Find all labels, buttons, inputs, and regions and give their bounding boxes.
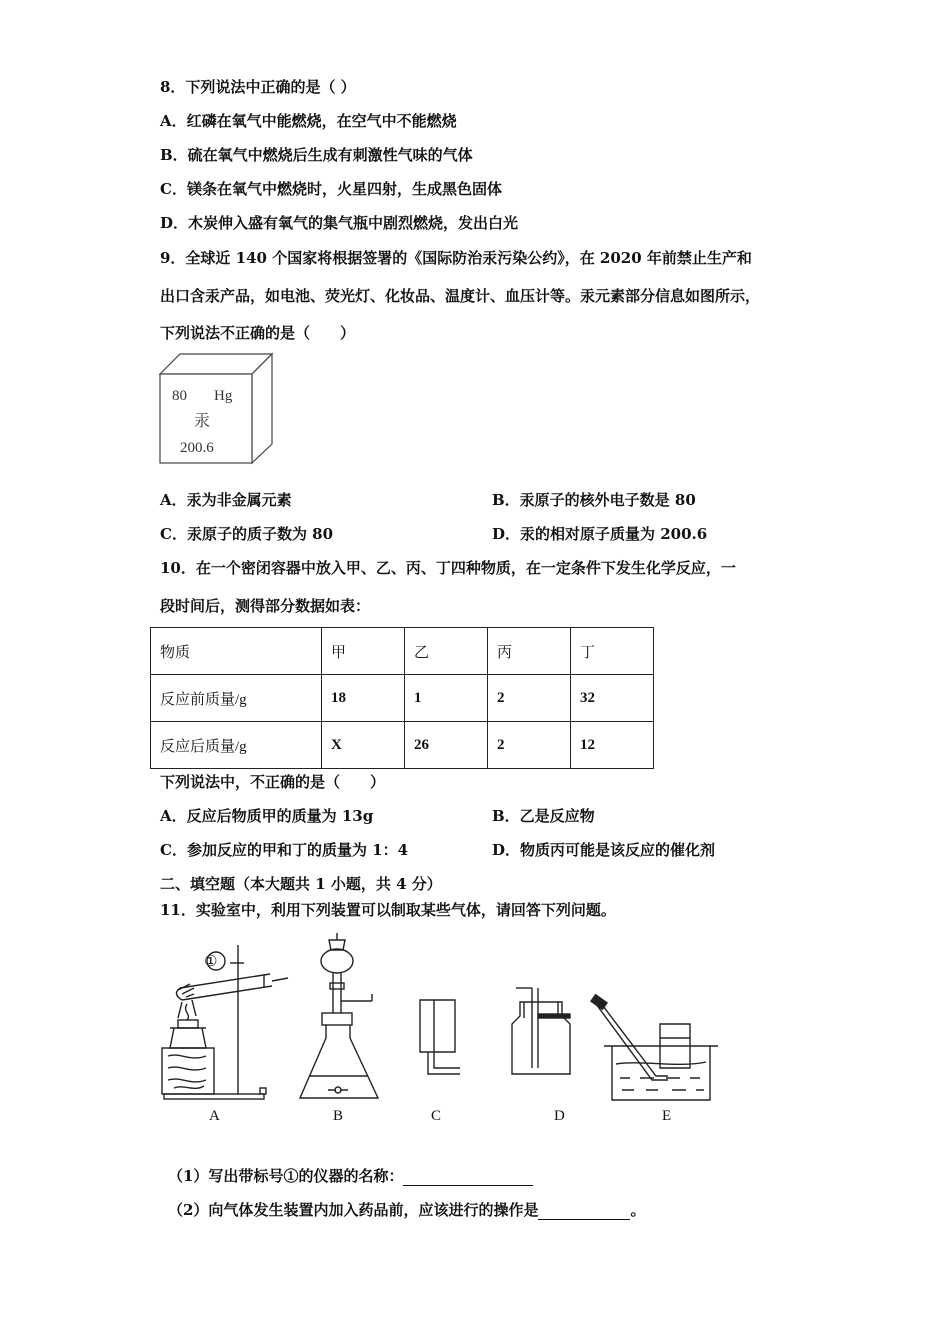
q11-sub2 [168, 1200, 645, 1220]
section-heading: 二、填空题（本大题共 1 小题，共 4 分） [160, 875, 442, 893]
q10-option-b: B．乙是反应物 [492, 807, 595, 825]
q10-option-d: D．物质丙可能是该反应的催化剂 [492, 841, 716, 859]
q9-stem-line3: 下列说法不正确的是（ ） [160, 324, 356, 342]
element-symbol: Hg [214, 388, 233, 404]
table-cell: 丙 [488, 628, 571, 675]
q11-sub1 [168, 1166, 533, 1186]
q10-stem-line2: 段时间后，测得部分数据如表： [160, 597, 371, 615]
q11-sub2-end: 。 [630, 1201, 646, 1219]
element-number: 80 [172, 388, 187, 404]
label-d: D [554, 1108, 565, 1124]
mercury-element-card [158, 352, 278, 467]
element-name: 汞 [194, 411, 211, 430]
table-cell: 32 [571, 675, 654, 722]
table-header-row [151, 628, 654, 675]
table-row [151, 675, 654, 722]
q10-prompt: 下列说法中，不正确的是（ ） [160, 773, 386, 791]
table-cell: 物质 [151, 628, 322, 675]
label-e: E [662, 1108, 672, 1124]
q8-option-b: B．硫在氧气中燃烧后生成有刺激性气味的气体 [160, 146, 473, 164]
q10-option-c: C．参加反应的甲和丁的质量为 1：4 [160, 841, 409, 859]
table-row [151, 722, 654, 769]
answer-blank-1[interactable] [403, 1169, 533, 1186]
label-a: A [209, 1108, 220, 1124]
q8-stem: 8．下列说法中正确的是（ ） [160, 78, 356, 96]
table-cell: 12 [571, 722, 654, 769]
table-cell: 乙 [405, 628, 488, 675]
table-cell: 2 [488, 722, 571, 769]
q9-stem-line1: 9．全球近 140 个国家将根据签署的《国际防治汞污染公约》，在 2020 年前禁止生产和 [160, 249, 752, 267]
q8-option-c: C．镁条在氧气中燃烧时，火星四射，生成黑色固体 [160, 180, 502, 198]
table-cell: 反应前质量/g [151, 675, 322, 722]
q11-stem: 11．实验室中，利用下列装置可以制取某些气体，请回答下列问题。 [160, 901, 616, 919]
q11-sub1-text: （1）写出带标号①的仪器的名称： [168, 1167, 404, 1185]
table-cell: 丁 [571, 628, 654, 675]
q9-option-c: C．汞原子的质子数为 80 [160, 525, 334, 543]
q9-stem-line2: 出口含汞产品，如电池、荧光灯、化妆品、温度计、血压计等。汞元素部分信息如图所示， [160, 287, 761, 305]
table-cell: 1 [405, 675, 488, 722]
element-mass: 200.6 [180, 440, 214, 456]
table-cell: 26 [405, 722, 488, 769]
label-b: B [333, 1108, 344, 1124]
table-cell: 18 [322, 675, 405, 722]
label-c: C [431, 1108, 442, 1124]
lab-apparatus-figure [160, 928, 720, 1103]
table-cell: 反应后质量/g [151, 722, 322, 769]
apparatus-marker: ① [204, 952, 218, 970]
mass-data-table [150, 627, 654, 769]
answer-blank-2[interactable] [538, 1203, 630, 1220]
q10-option-a: A．反应后物质甲的质量为 13g [160, 807, 374, 825]
table-cell: 2 [488, 675, 571, 722]
q9-option-a: A．汞为非金属元素 [160, 491, 292, 509]
q10-stem-line1: 10．在一个密闭容器中放入甲、乙、丙、丁四种物质，在一定条件下发生化学反应，一 [160, 559, 736, 577]
q9-option-d: D．汞的相对原子质量为 200.6 [492, 525, 708, 543]
table-cell: 甲 [322, 628, 405, 675]
q8-option-a: A．红磷在氧气中能燃烧，在空气中不能燃烧 [160, 112, 457, 130]
q8-option-d: D．木炭伸入盛有氧气的集气瓶中剧烈燃烧，发出白光 [160, 214, 519, 232]
table-cell: X [322, 722, 405, 769]
q11-sub2-text: （2）向气体发生装置内加入药品前，应该进行的操作是 [168, 1201, 539, 1219]
q9-option-b: B．汞原子的核外电子数是 80 [492, 491, 696, 509]
